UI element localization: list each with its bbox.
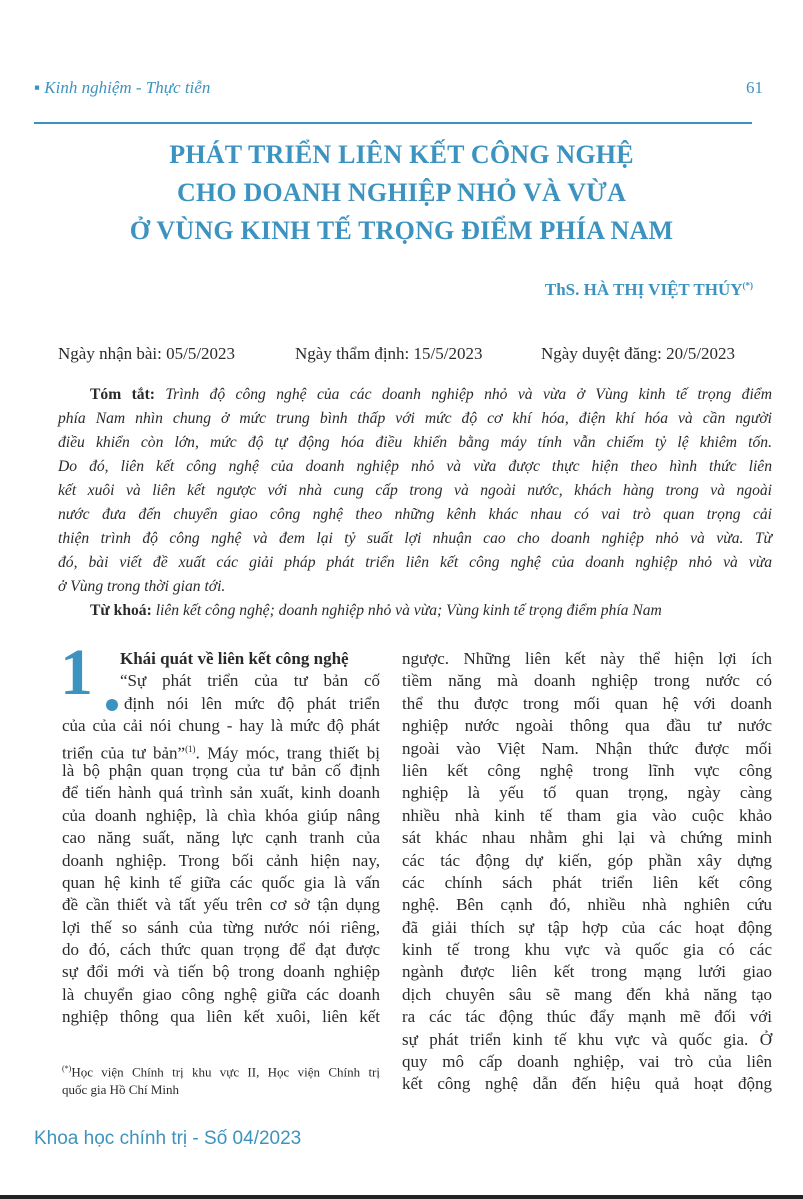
body-line bbox=[402, 984, 772, 1006]
abstract-line bbox=[58, 551, 772, 575]
body-text: là chuyển giao công nghệ giữa các doanh bbox=[62, 984, 380, 1004]
section-heading bbox=[62, 648, 380, 670]
body-line bbox=[402, 760, 772, 782]
body-line bbox=[62, 693, 380, 715]
body-text: thể thu được trong mối quan hệ với doanh bbox=[402, 693, 772, 713]
body-line bbox=[62, 738, 380, 763]
body-line bbox=[62, 805, 380, 827]
body-text: lợi thế so sánh của từng nước nói riêng, bbox=[62, 917, 380, 937]
body-text: sự đổi mới và tiến bộ trong doanh nghiệp bbox=[62, 962, 380, 982]
body-line bbox=[62, 670, 380, 692]
keywords-line bbox=[58, 599, 772, 623]
title-line: CHO DOANH NGHIỆP NHỎ VÀ VỪA bbox=[176, 178, 627, 207]
body-text: “Sự phát triển của tư bản cố bbox=[120, 671, 380, 691]
body-line bbox=[62, 760, 380, 782]
abstract-text: phía Nam nhìn chung ở mức trung bình thấp với mức độ cơ khí hóa, điện khí hóa và cần người bbox=[58, 410, 772, 427]
body-line bbox=[402, 1029, 772, 1051]
body-line bbox=[402, 648, 772, 670]
body-text: nghiệp nước ngoài thông qua đầu tư nước bbox=[402, 716, 772, 736]
author bbox=[545, 280, 753, 300]
body-line bbox=[402, 715, 772, 737]
title-line: PHÁT TRIỂN LIÊN KẾT CÔNG NGHỆ bbox=[169, 140, 634, 169]
body-line bbox=[62, 1006, 380, 1028]
body-text: sự phát triển kinh tế khu vực và quốc gia. Ở bbox=[402, 1029, 772, 1049]
body-text: doanh nghiệp. Trong bối cảnh hiện nay, bbox=[62, 850, 380, 870]
body-line bbox=[402, 1051, 772, 1073]
body-text: quy mô cấp doanh nghiệp, vai trò của liên bbox=[402, 1052, 772, 1072]
citation-mark: (1) bbox=[185, 743, 196, 754]
page-number: 61 bbox=[746, 78, 763, 97]
body-line bbox=[62, 894, 380, 916]
author-name: ThS. HÀ THỊ VIỆT THÚY bbox=[544, 280, 743, 299]
abstract-line bbox=[58, 455, 772, 479]
body-text: các tác động dự kiến, góp phần xây dựng bbox=[402, 850, 772, 870]
body-line bbox=[62, 961, 380, 983]
body-text: triển của tư bản” bbox=[62, 743, 186, 763]
body-text: nghiệp là yếu tố quan trọng, ngày càng bbox=[402, 783, 772, 803]
body-line bbox=[402, 961, 772, 983]
body-text: ngược. Những liên kết này thể hiện lợi ích bbox=[402, 649, 772, 668]
date-reviewed: Ngày thẩm định: 15/5/2023 bbox=[295, 344, 483, 363]
body-line bbox=[62, 872, 380, 894]
abstract-text: Do đó, liên kết công nghệ của doanh nghiệp nhỏ và vừa được thực hiện theo hình thức liên bbox=[58, 458, 772, 475]
body-text: . Máy móc, trang thiết bị bbox=[195, 743, 380, 763]
body-text: liên kết công nghệ trong lĩnh vực công bbox=[402, 760, 772, 780]
body-text: là bộ phận quan trọng của tư bản cố định bbox=[62, 760, 380, 780]
body-line bbox=[402, 939, 772, 961]
body-line bbox=[62, 917, 380, 939]
abstract-text: kết xuôi và liên kết ngược với nhà cung cấp trong và ngoài nước, khách hàng trong và ngoài bbox=[58, 482, 772, 499]
keywords-label: Từ khoá: bbox=[90, 602, 152, 619]
body-text: do đó, cách thức quan trọng để đạt được bbox=[62, 940, 380, 960]
section-heading-text: Khái quát về liên kết công nghệ bbox=[120, 649, 349, 668]
author-footnote-mark: (*) bbox=[742, 280, 753, 291]
body-text: dịch chuyên sâu sẽ mang đến khả năng tạo bbox=[402, 984, 772, 1004]
footnote-mark: (*) bbox=[62, 1064, 72, 1073]
abstract-line bbox=[58, 383, 772, 407]
running-header: ▪ Kinh nghiệm - Thực tiễn bbox=[34, 78, 211, 97]
date-received: Ngày nhận bài: 05/5/2023 bbox=[58, 344, 236, 363]
abstract-line bbox=[58, 527, 772, 551]
body-text: sát khác nhau nhằm ghi lại và chứng minh bbox=[402, 828, 772, 848]
body-text: đề cần thiết và tất yếu trên cơ sở tận dụng bbox=[62, 895, 380, 915]
body-line bbox=[402, 917, 772, 939]
body-line bbox=[62, 939, 380, 961]
keywords-text: liên kết công nghệ; doanh nghiệp nhỏ và vừa; Vùng kinh tế trọng điểm phía Nam bbox=[155, 602, 662, 619]
body-line bbox=[62, 827, 380, 849]
abstract-text: Trình độ công nghệ của các doanh nghiệp nhỏ và vừa ở Vùng kinh tế trọng điểm bbox=[165, 386, 772, 403]
body-text: để tiến hành quá trình sản xuất, kinh doanh bbox=[62, 783, 380, 803]
abstract-text: đó, bài viết đề xuất các giải pháp phát triển liên kết công nghệ của doanh nghiệp nhỏ và vừa bbox=[58, 554, 772, 571]
body-text: các chính sách phát triển liên kết công bbox=[402, 872, 772, 892]
body-line bbox=[62, 984, 380, 1006]
body-text: cao năng suất, năng lực cạnh tranh của bbox=[62, 828, 380, 848]
body-line bbox=[402, 1006, 772, 1028]
body-line bbox=[402, 805, 772, 827]
abstract-text: thiện trình độ công nghệ và đem lại tỷ suất lợi nhuận cao cho doanh nghiệp nhỏ và vừa. Từ bbox=[58, 530, 772, 547]
body-line bbox=[402, 827, 772, 849]
abstract-line bbox=[58, 479, 772, 503]
abstract-label: Tóm tắt: bbox=[90, 386, 155, 403]
body-text: nghiệp thông qua liên kết xuôi, liên kết bbox=[62, 1007, 380, 1027]
abstract bbox=[58, 383, 772, 623]
date-approved: Ngày duyệt đăng: 20/5/2023 bbox=[541, 344, 736, 363]
body-line bbox=[402, 894, 772, 916]
abstract-text: nước đưa đến chuyển giao công nghệ theo những kênh khác nhau có vai trò quan trọng cải bbox=[58, 506, 772, 523]
abstract-line bbox=[58, 431, 772, 455]
left-column bbox=[62, 648, 380, 1029]
body-text: nhiều nhà kinh tế tham gia vào cuộc khảo bbox=[402, 805, 772, 825]
body-text: ngoài vào Việt Nam. Nhận thức được mối bbox=[402, 738, 772, 758]
footnote-line: quốc gia Hồ Chí Minh bbox=[62, 1082, 179, 1098]
body-text: đã giải thích sự tập hợp của các hoạt động bbox=[402, 917, 772, 937]
body-text: ngành được liên kết trong mạng lưới giao bbox=[402, 962, 772, 982]
body-line bbox=[402, 693, 772, 715]
scan-edge bbox=[0, 1195, 803, 1199]
body-line bbox=[62, 850, 380, 872]
body-line bbox=[402, 872, 772, 894]
header-divider bbox=[34, 122, 752, 124]
abstract-line bbox=[58, 503, 772, 527]
section-number-dropcap: 1 bbox=[60, 636, 93, 709]
footnote-line: Học viện Chính trị khu vực II, Học viện Chính trị bbox=[71, 1064, 380, 1080]
body-text: quan hệ kinh tế giữa các quốc gia là vấn bbox=[62, 872, 380, 892]
body-text: định nói lên mức độ phát triển bbox=[124, 693, 380, 713]
article-title bbox=[0, 136, 803, 250]
body-text: của doanh nghiệp, là chìa khóa giúp nâng bbox=[62, 805, 380, 825]
body-text: kinh tế trong khu vực và quốc gia có các bbox=[402, 940, 772, 960]
body-line bbox=[402, 670, 772, 692]
body-text: ra các tác động thúc đẩy mạnh mẽ đối với bbox=[402, 1007, 772, 1027]
bullet-icon bbox=[106, 699, 118, 711]
body-line bbox=[402, 1073, 772, 1095]
body-line bbox=[62, 782, 380, 804]
abstract-text: điều khiển còn lớn, mức độ tự động hóa điều khiển bằng máy tính vẫn chiếm tỷ lệ khiêm tốn. bbox=[58, 434, 772, 451]
body-line bbox=[402, 782, 772, 804]
section-label: Kinh nghiệm - Thực tiễn bbox=[44, 78, 211, 97]
body-line bbox=[402, 738, 772, 760]
abstract-line bbox=[58, 575, 772, 599]
body-text: kết công nghệ dẫn đến hiệu quả hoạt động bbox=[402, 1074, 772, 1094]
body-text: của của cải nói chung - hay là mức độ phát bbox=[62, 716, 380, 736]
body-line bbox=[62, 715, 380, 737]
body-text: nghệ. Bên cạnh đó, nhiều nhà nghiên cứu bbox=[402, 895, 772, 915]
right-column bbox=[402, 648, 772, 1096]
body-line bbox=[402, 850, 772, 872]
abstract-line bbox=[58, 407, 772, 431]
abstract-text: ở Vùng trong thời gian tới. bbox=[58, 578, 226, 595]
footnote bbox=[62, 1060, 380, 1099]
title-line: Ở VÙNG KINH TẾ TRỌNG ĐIỂM PHÍA NAM bbox=[129, 216, 674, 245]
journal-footer: Khoa học chính trị - Số 04/2023 bbox=[34, 1128, 302, 1149]
body-text: tiềm năng mà doanh nghiệp trong nước có bbox=[402, 671, 772, 691]
